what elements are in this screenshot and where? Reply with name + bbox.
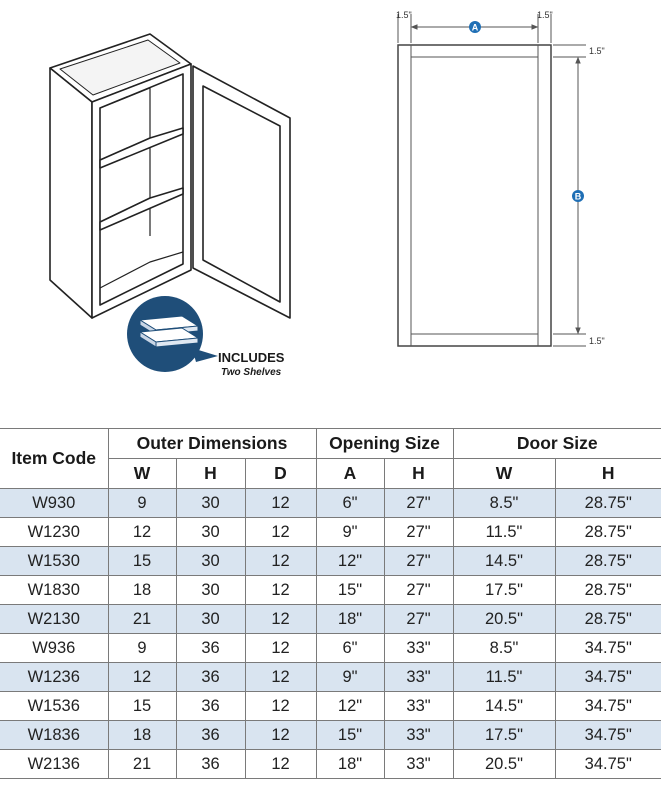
dim-b-marker: [572, 190, 584, 202]
cell-opening-a: 12": [316, 547, 384, 576]
table-row: [0, 634, 661, 663]
cell-item-code: W2136: [0, 750, 108, 779]
shelves-icon: [140, 316, 198, 347]
table-row: [0, 605, 661, 634]
cell-door-w: 14.5": [453, 692, 555, 721]
cell-opening-h: 27": [384, 518, 453, 547]
cell-opening-h: 33": [384, 750, 453, 779]
spec-table-body: [0, 489, 661, 779]
cell-opening-h: 27": [384, 576, 453, 605]
subheader-outer-h: H: [176, 459, 245, 489]
cell-opening-a: 18": [316, 605, 384, 634]
table-row: [0, 576, 661, 605]
cell-door-h: 34.75": [555, 692, 661, 721]
subheader-outer-d: D: [245, 459, 316, 489]
cell-item-code: W2130: [0, 605, 108, 634]
cell-outer-h: 30: [176, 489, 245, 518]
cell-door-w: 20.5": [453, 750, 555, 779]
cell-door-h: 34.75": [555, 663, 661, 692]
cell-outer-d: 12: [245, 547, 316, 576]
dim-a-label: A: [471, 22, 479, 33]
cell-door-w: 8.5": [453, 489, 555, 518]
table-row: [0, 663, 661, 692]
table-row: [0, 518, 661, 547]
cell-outer-h: 30: [176, 576, 245, 605]
cell-outer-h: 36: [176, 692, 245, 721]
cell-opening-h: 33": [384, 634, 453, 663]
cell-door-h: 34.75": [555, 721, 661, 750]
cell-outer-h: 36: [176, 721, 245, 750]
cell-door-w: 11.5": [453, 518, 555, 547]
cell-door-w: 11.5": [453, 663, 555, 692]
cell-outer-w: 15: [108, 547, 176, 576]
rail-top-label: 1.5": [589, 46, 605, 56]
cell-door-h: 28.75": [555, 605, 661, 634]
cell-outer-w: 18: [108, 721, 176, 750]
cell-opening-h: 33": [384, 663, 453, 692]
stile-right-label: 1.5": [537, 10, 553, 20]
subheader-door-w: W: [453, 459, 555, 489]
cell-outer-d: 12: [245, 750, 316, 779]
cell-door-w: 14.5": [453, 547, 555, 576]
cell-outer-h: 30: [176, 547, 245, 576]
spec-table: [0, 428, 661, 779]
cell-opening-h: 33": [384, 692, 453, 721]
cell-door-h: 34.75": [555, 750, 661, 779]
table-row: [0, 750, 661, 779]
table-row: [0, 489, 661, 518]
stile-left-label: 1.5": [396, 10, 412, 20]
cell-opening-a: 6": [316, 634, 384, 663]
cell-opening-h: 33": [384, 721, 453, 750]
cell-door-w: 17.5": [453, 721, 555, 750]
cell-opening-a: 9": [316, 518, 384, 547]
cell-outer-h: 36: [176, 750, 245, 779]
cell-item-code: W1530: [0, 547, 108, 576]
cell-door-h: 34.75": [555, 634, 661, 663]
cell-outer-w: 21: [108, 750, 176, 779]
header-door-size: Door Size: [453, 429, 661, 459]
table-row: [0, 721, 661, 750]
table-row: [0, 692, 661, 721]
cell-outer-h: 36: [176, 663, 245, 692]
cell-door-w: 17.5": [453, 576, 555, 605]
cell-door-h: 28.75": [555, 576, 661, 605]
subheader-opening-a: A: [316, 459, 384, 489]
cell-opening-h: 27": [384, 605, 453, 634]
cell-outer-h: 36: [176, 634, 245, 663]
cell-item-code: W930: [0, 489, 108, 518]
cell-outer-w: 9: [108, 489, 176, 518]
dim-a-marker: [469, 21, 481, 33]
cell-outer-d: 12: [245, 634, 316, 663]
subheader-door-h: H: [555, 459, 661, 489]
cell-door-h: 28.75": [555, 547, 661, 576]
cell-outer-w: 12: [108, 663, 176, 692]
cell-outer-d: 12: [245, 489, 316, 518]
cell-outer-d: 12: [245, 576, 316, 605]
rail-bottom-label: 1.5": [589, 336, 605, 346]
cell-outer-w: 18: [108, 576, 176, 605]
cell-opening-h: 27": [384, 547, 453, 576]
cell-item-code: W1836: [0, 721, 108, 750]
cell-outer-d: 12: [245, 721, 316, 750]
door-diagram: [398, 14, 586, 346]
cell-item-code: W1536: [0, 692, 108, 721]
cell-item-code: W1830: [0, 576, 108, 605]
cell-opening-a: 6": [316, 489, 384, 518]
cell-outer-d: 12: [245, 605, 316, 634]
subheader-outer-w: W: [108, 459, 176, 489]
cell-opening-a: 15": [316, 576, 384, 605]
cell-outer-w: 9: [108, 634, 176, 663]
cell-outer-h: 30: [176, 605, 245, 634]
cell-door-h: 28.75": [555, 489, 661, 518]
includes-badge: [127, 296, 285, 378]
cell-opening-a: 15": [316, 721, 384, 750]
cell-opening-a: 9": [316, 663, 384, 692]
subheader-opening-h: H: [384, 459, 453, 489]
cell-outer-d: 12: [245, 518, 316, 547]
table-row: [0, 547, 661, 576]
cell-opening-a: 12": [316, 692, 384, 721]
cell-door-h: 28.75": [555, 518, 661, 547]
cell-opening-a: 18": [316, 750, 384, 779]
cell-outer-d: 12: [245, 692, 316, 721]
badge-subtitle: Two Shelves: [221, 367, 282, 378]
cell-outer-d: 12: [245, 663, 316, 692]
cell-item-code: W1230: [0, 518, 108, 547]
header-outer-dimensions: Outer Dimensions: [108, 429, 316, 459]
cell-outer-h: 30: [176, 518, 245, 547]
cell-opening-h: 27": [384, 489, 453, 518]
cabinet-illustration: [50, 34, 290, 318]
cell-outer-w: 21: [108, 605, 176, 634]
dim-b-label: B: [574, 191, 582, 202]
cell-item-code: W1236: [0, 663, 108, 692]
cell-outer-w: 15: [108, 692, 176, 721]
cell-outer-w: 12: [108, 518, 176, 547]
badge-title: INCLUDES: [218, 350, 285, 365]
header-item-code: Item Code: [0, 429, 108, 489]
cell-door-w: 8.5": [453, 634, 555, 663]
cell-door-w: 20.5": [453, 605, 555, 634]
header-opening-size: Opening Size: [316, 429, 453, 459]
cell-item-code: W936: [0, 634, 108, 663]
